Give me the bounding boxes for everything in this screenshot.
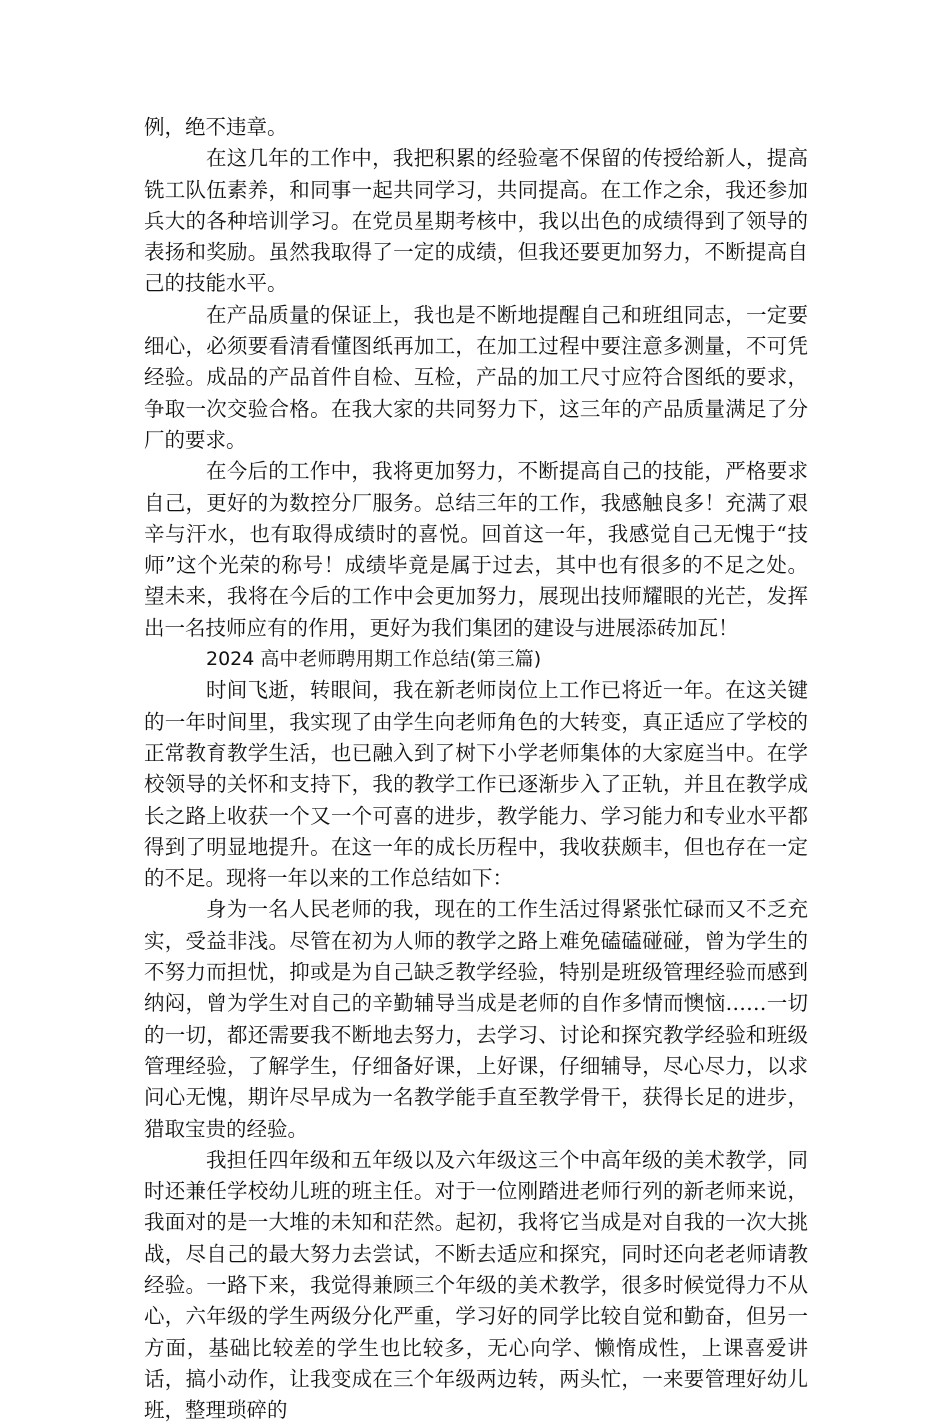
paragraph-future-work: 在今后的工作中，我将更加努力，不断提高自己的技能，严格要求自己，更好的为数控分厂服务。总结三年的工作，我感触良多！充满了艰辛与汗水，也有取得成绩时的喜悦。回首这一年，我感觉自己无愧于“技师”这个光荣的称号！成绩毕竟是属于过去，其中也有很多的不足之处。望未来，我将在今后的工作中会更加努力，展现出技师耀眼的光芒，发挥出一名技师应有的作用，更好为我们集团的建设与进展添砖加瓦！ [144,459,808,640]
paragraph-product-quality: 在产品质量的保证上，我也是不断地提醒自己和班组同志，一定要细心，必须要看清看懂图纸再加工，在加工过程中要注意多测量，不可凭经验。成品的产品首件自检、互检，产品的加工尺寸应符合图纸的要求，争取一次交验合格。在我大家的共同努力下，这三年的产品质量满足了分厂的要求。 [144,302,808,452]
paragraph-new-teacher-intro: 时间飞逝，转眼间，我在新老师岗位上工作已将近一年。在这关键的一年时间里，我实现了由学生向老师角色的大转变，真正适应了学校的正常教育教学生活，也已融入到了树下小学老师集体的大家庭当中。在学校领导的关怀和支持下，我的教学工作已逐渐步入了正轨，并且在教学成长之路上收获一个又一个可喜的进步，教学能力、学习能力和专业水平都得到了明显地提升。在这一年的成长历程中，我收获颇丰，但也存在一定的不足。现将一年以来的工作总结如下： [144,678,808,891]
paragraph-training-experience: 在这几年的工作中，我把积累的经验毫不保留的传授给新人，提高铣工队伍素养，和同事一起共同学习，共同提高。在工作之余，我还参加兵大的各种培训学习。在党员星期考核中，我以出色的成绩得到了领导的表扬和奖励。虽然我取得了一定的成绩，但我还要更加努力，不断提高自己的技能水平。 [144,146,808,296]
paragraph-continuation: 例，绝不违章。 [144,115,288,139]
document-body [144,112,808,1426]
paragraph-art-teaching: 我担任四年级和五年级以及六年级这三个中高年级的美术教学，同时还兼任学校幼儿班的班主任。对于一位刚踏进老师行列的新老师来说，我面对的是一大堆的未知和茫然。起初，我将它当成是对自我的一次大挑战，尽自己的最大努力去尝试，不断去适应和探究，同时还向老老师请教经验。一路下来，我觉得兼顾三个年级的美术教学，很多时候觉得力不从心，六年级的学生两级分化严重，学习好的同学比较自觉和勤奋，但另一方面，基础比较差的学生也比较多，无心向学、懒惰成性，上课喜爱讲话，搞小动作，让我变成在三个年级两边转，两头忙，一来要管理好幼儿班，整理琐碎的 [144,1147,808,1423]
section-heading: 2024 高中老师聘用期工作总结(第三篇) [206,648,542,671]
paragraph-teacher-life: 身为一名人民老师的我，现在的工作生活过得紧张忙碌而又不乏充实，受益非浅。尽管在初为人师的教学之路上难免磕磕碰碰，曾为学生的不努力而担忧，抑或是为自己缺乏教学经验，特别是班级管理经验而感到纳闷，曾为学生对自己的辛勤辅导当成是老师的自作多情而懊恼……一切的一切，都还需要我不断地去努力，去学习、讨论和探究教学经验和班级管理经验，了解学生，仔细备好课，上好课，仔细辅导，尽心尽力，以求问心无愧，期许尽早成为一名教学能手直至教学骨干，获得长足的进步，猎取宝贵的经验。 [144,897,808,1141]
